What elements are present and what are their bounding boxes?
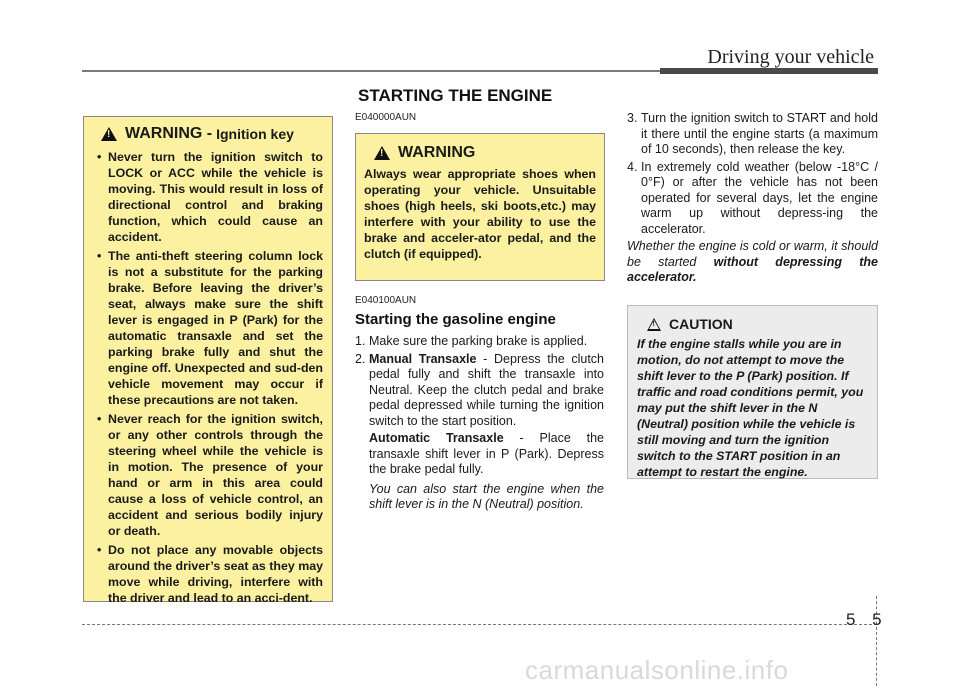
automatic-transaxle-label: Automatic Transaxle [369, 431, 504, 445]
warning-ignition-title: WARNING - [125, 125, 213, 142]
list-item: • Do not place any movable objects around the driver’s seat as they may move while driving, interfere with the driver and lead to an acci-dent. [93, 542, 323, 606]
list-item: • Never turn the ignition switch to LOCK or ACC while the vehicle is moving. This would result in loss of directional control and braking function, which could cause an accident. [93, 149, 323, 245]
caution-box [627, 305, 878, 479]
caution-text: If the engine stalls while you are in motion, do not attempt to move the shift lever to the P (Park) position. If traffic and road conditions permit, you may put the shift lever in the N (Neutral) position while the vehicle is still moving and turn the ignition switch to the START position in an attempt to restart the engine. [637, 337, 864, 479]
warning-shoes-title: WARNING [398, 144, 476, 161]
manual-transaxle-text: - Depress the clutch pedal fully and shift the transaxle into Neutral. Keep the clutch pedal and brake pedal depressed while turning the ignition switch to the start position. [369, 351, 604, 428]
caution-triangle-icon [647, 318, 661, 331]
reference-code: E040100AUN [355, 295, 417, 306]
warning-triangle-icon [101, 127, 117, 141]
automatic-transaxle-text: - Place the transaxle shift lever in P (Park). Depress the brake pedal fully. [369, 431, 604, 476]
header-title: Driving your vehicle [707, 46, 874, 68]
list-item: • Never reach for the ignition switch, or any other controls through the steering wheel while the vehicle is in motion. The presence of your hand or arm in this area could cause a loss of vehicle control, an accident and serious bodily injury or death. [93, 411, 323, 539]
footer-rule [82, 624, 877, 625]
page-number: 5 5 [846, 610, 888, 629]
warning-shoes-text: Always wear appropriate shoes when operating your vehicle. Unsuitable shoes (high heels, ski boots,etc.) may interfere with your ability to use the brake and acceler-ator pedal, and the clutch (if equipped). [364, 167, 596, 261]
step-4 [627, 160, 878, 238]
steps-column-1 [355, 334, 604, 513]
warning-shoes-heading [374, 144, 596, 162]
warning-ignition-list [93, 149, 323, 606]
warning-ignition-heading [101, 125, 323, 143]
start-note-emphasis: without depressing the accelerator. [627, 254, 878, 284]
watermark: carmanualsonline.info [525, 655, 789, 685]
start-note [627, 239, 878, 286]
step-2-automatic [355, 431, 604, 478]
header-rule-accent [660, 68, 878, 74]
step-number: 2. [355, 351, 366, 366]
step-1 [355, 334, 604, 350]
steps-column-2 [627, 111, 878, 286]
step-number: 1. [355, 334, 366, 348]
section-title: STARTING THE ENGINE [358, 86, 553, 105]
warning-shoes-box [355, 133, 605, 281]
step-2-note: You can also start the engine when the shift lever is in the N (Neutral) position. [369, 481, 604, 511]
subsection-title: Starting the gasoline engine [355, 311, 556, 328]
header-rule [82, 70, 662, 72]
start-note-text: Whether the engine is cold or warm, it should be started [627, 239, 878, 269]
caution-title: CAUTION [669, 316, 733, 332]
step-text: Make sure the parking brake is applied. [369, 334, 588, 348]
step-number: 4. [627, 159, 638, 174]
list-item: • The anti-theft steering column lock is not a substitute for the parking brake. Before leaving the driver’s seat, always make sure the shift lever is engaged in P (Park) for the automatic transaxle and set the parking brake fully and shut the engine off. Unexpected and sud-den vehicle movement may occur if these precautions are not taken. [93, 248, 323, 408]
warning-ignition-box [83, 116, 333, 605]
reference-code: E040000AUN [355, 112, 417, 123]
warning-ignition-subtitle: Ignition key [216, 126, 294, 142]
step-3 [627, 111, 878, 158]
manual-transaxle-label: Manual Transaxle [369, 351, 477, 366]
step-text: Turn the ignition switch to START and hold it there until the engine starts (a maximum of 10 seconds), then release the key. [641, 111, 878, 156]
caution-heading [647, 316, 868, 332]
step-number: 3. [627, 111, 638, 125]
step-text: In extremely cold weather (below -18°C / 0°F) or after the vehicle has not been operated for several days, let the engine warm up without depress-ing the accelerator. [641, 159, 878, 236]
warning-triangle-icon [374, 146, 390, 160]
step-2 [355, 352, 604, 430]
